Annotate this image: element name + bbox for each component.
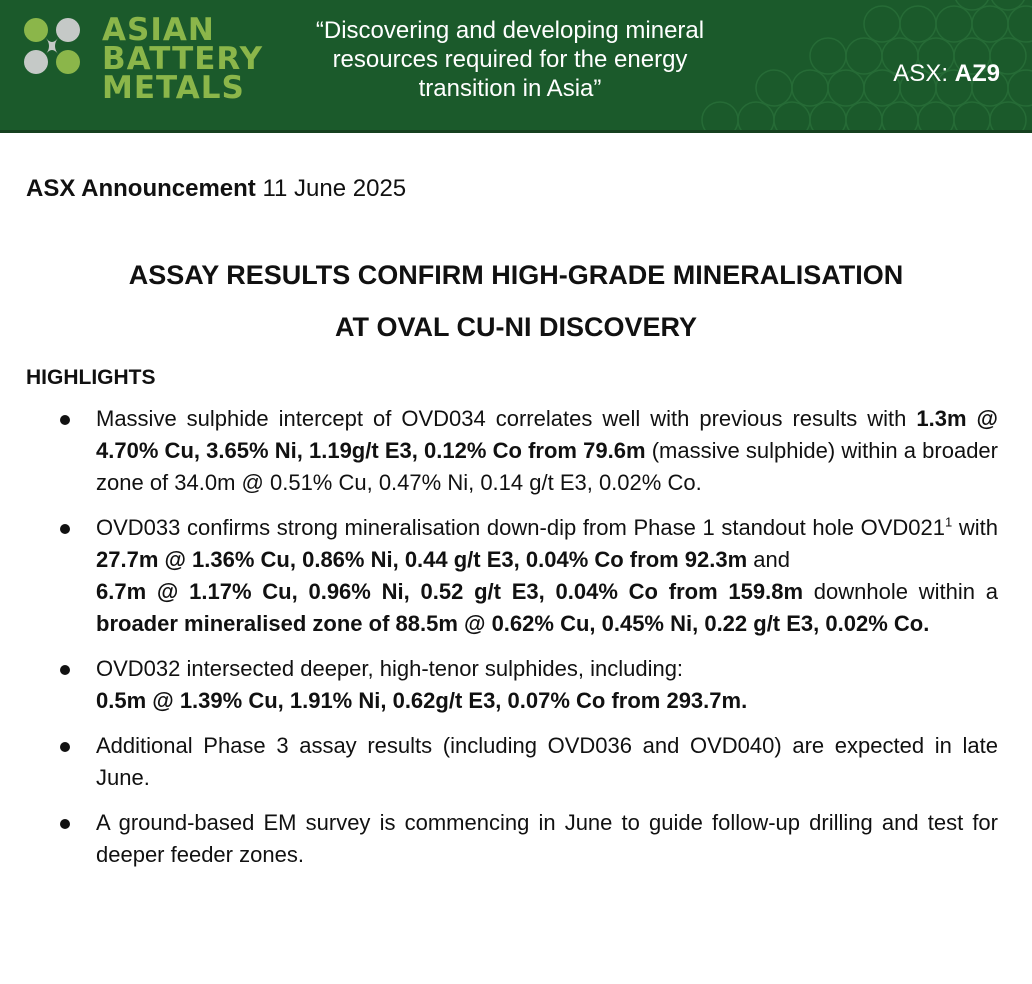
bullet-bold-segment: broader mineralised zone of 88.5m @ 0.62% Cu, 0.45% Ni, 0.22 g/t E3, 0.02% Co. <box>96 611 930 636</box>
bullet-bold-segment: 1.3m @ 4.70% Cu, 3.65% Ni, 1.19g/t E3, 0.12% Co from 79.6m <box>96 406 998 463</box>
asx-ticker <box>893 60 1000 88</box>
bullet-text-segment: Additional Phase 3 assay results (including OVD036 and OVD040) are expected in late June. <box>96 733 998 790</box>
bullet-text-segment: OVD033 confirms strong mineralisation down-dip from Phase 1 standout hole OVD021 <box>96 515 945 540</box>
company-tagline: “Discovering and developing mineral resources required for the energy transition in Asia” <box>315 17 705 102</box>
announcement-date: 11 June 2025 <box>262 175 407 202</box>
company-logo <box>22 12 264 106</box>
list-item <box>0 730 1032 794</box>
document-title <box>0 249 1032 353</box>
logo-line-1: ASIAN <box>102 12 215 48</box>
ticker-prefix: ASX: <box>893 60 955 87</box>
bullet-text <box>96 403 998 499</box>
list-item <box>0 653 1032 717</box>
bullet-icon <box>60 665 70 675</box>
title-line-1: ASSAY RESULTS CONFIRM HIGH-GRADE MINERALISATION <box>128 260 904 290</box>
bullet-text <box>96 653 998 717</box>
bullet-text-segment: A ground-based EM survey is commencing in June to guide follow-up drilling and test for deeper feeder zones. <box>96 810 998 867</box>
bullet-bold-segment: 27.7m @ 1.36% Cu, 0.86% Ni, 0.44 g/t E3, 0.04% Co from 92.3m <box>96 547 748 572</box>
ticker-code: AZ9 <box>954 60 1000 87</box>
bullet-icon <box>60 415 70 425</box>
bullet-text-segment: downhole within a <box>803 579 998 604</box>
highlights-list <box>0 403 1032 884</box>
bullet-text <box>96 730 998 794</box>
bullet-bold-segment: 0.5m @ 1.39% Cu, 1.91% Ni, 0.62g/t E3, 0.07% Co from 293.7m. <box>96 688 748 713</box>
logo-dots-icon <box>22 16 82 76</box>
bullet-text <box>96 807 998 871</box>
bullet-icon <box>60 819 70 829</box>
bullet-text-segment: and <box>747 547 791 572</box>
list-item <box>0 403 1032 499</box>
highlights-heading: HIGHLIGHTS <box>26 366 156 389</box>
bullet-text-segment: with <box>952 515 998 540</box>
bullet-text-segment: (massive sulphide) within a broader zone of 34.0m @ 0.51% Cu, 0.47% Ni, 0.14 g/t E3, 0.02% Co. <box>96 438 998 495</box>
bullet-text-segment: OVD032 intersected deeper, high-tenor sulphides, including: <box>96 656 684 681</box>
bullet-icon <box>60 524 70 534</box>
list-item <box>0 512 1032 640</box>
header-banner <box>0 0 1032 133</box>
bullet-bold-segment: 6.7m @ 1.17% Cu, 0.96% Ni, 0.52 g/t E3, 0.04% Co from 159.8m <box>96 579 804 604</box>
announcement-label: ASX Announcement <box>26 175 256 202</box>
footnote-marker: 1 <box>944 514 953 530</box>
logo-wordmark <box>102 12 264 106</box>
bullet-text <box>96 512 998 640</box>
logo-line-3: METALS <box>102 70 245 106</box>
bullet-text-segment: Massive sulphide intercept of OVD034 correlates well with previous results with <box>96 406 917 431</box>
title-line-2: AT OVAL CU-NI DISCOVERY <box>334 312 698 342</box>
logo-line-2: BATTERY <box>102 41 264 77</box>
list-item <box>0 807 1032 871</box>
bullet-icon <box>60 742 70 752</box>
announcement-line <box>26 175 406 203</box>
